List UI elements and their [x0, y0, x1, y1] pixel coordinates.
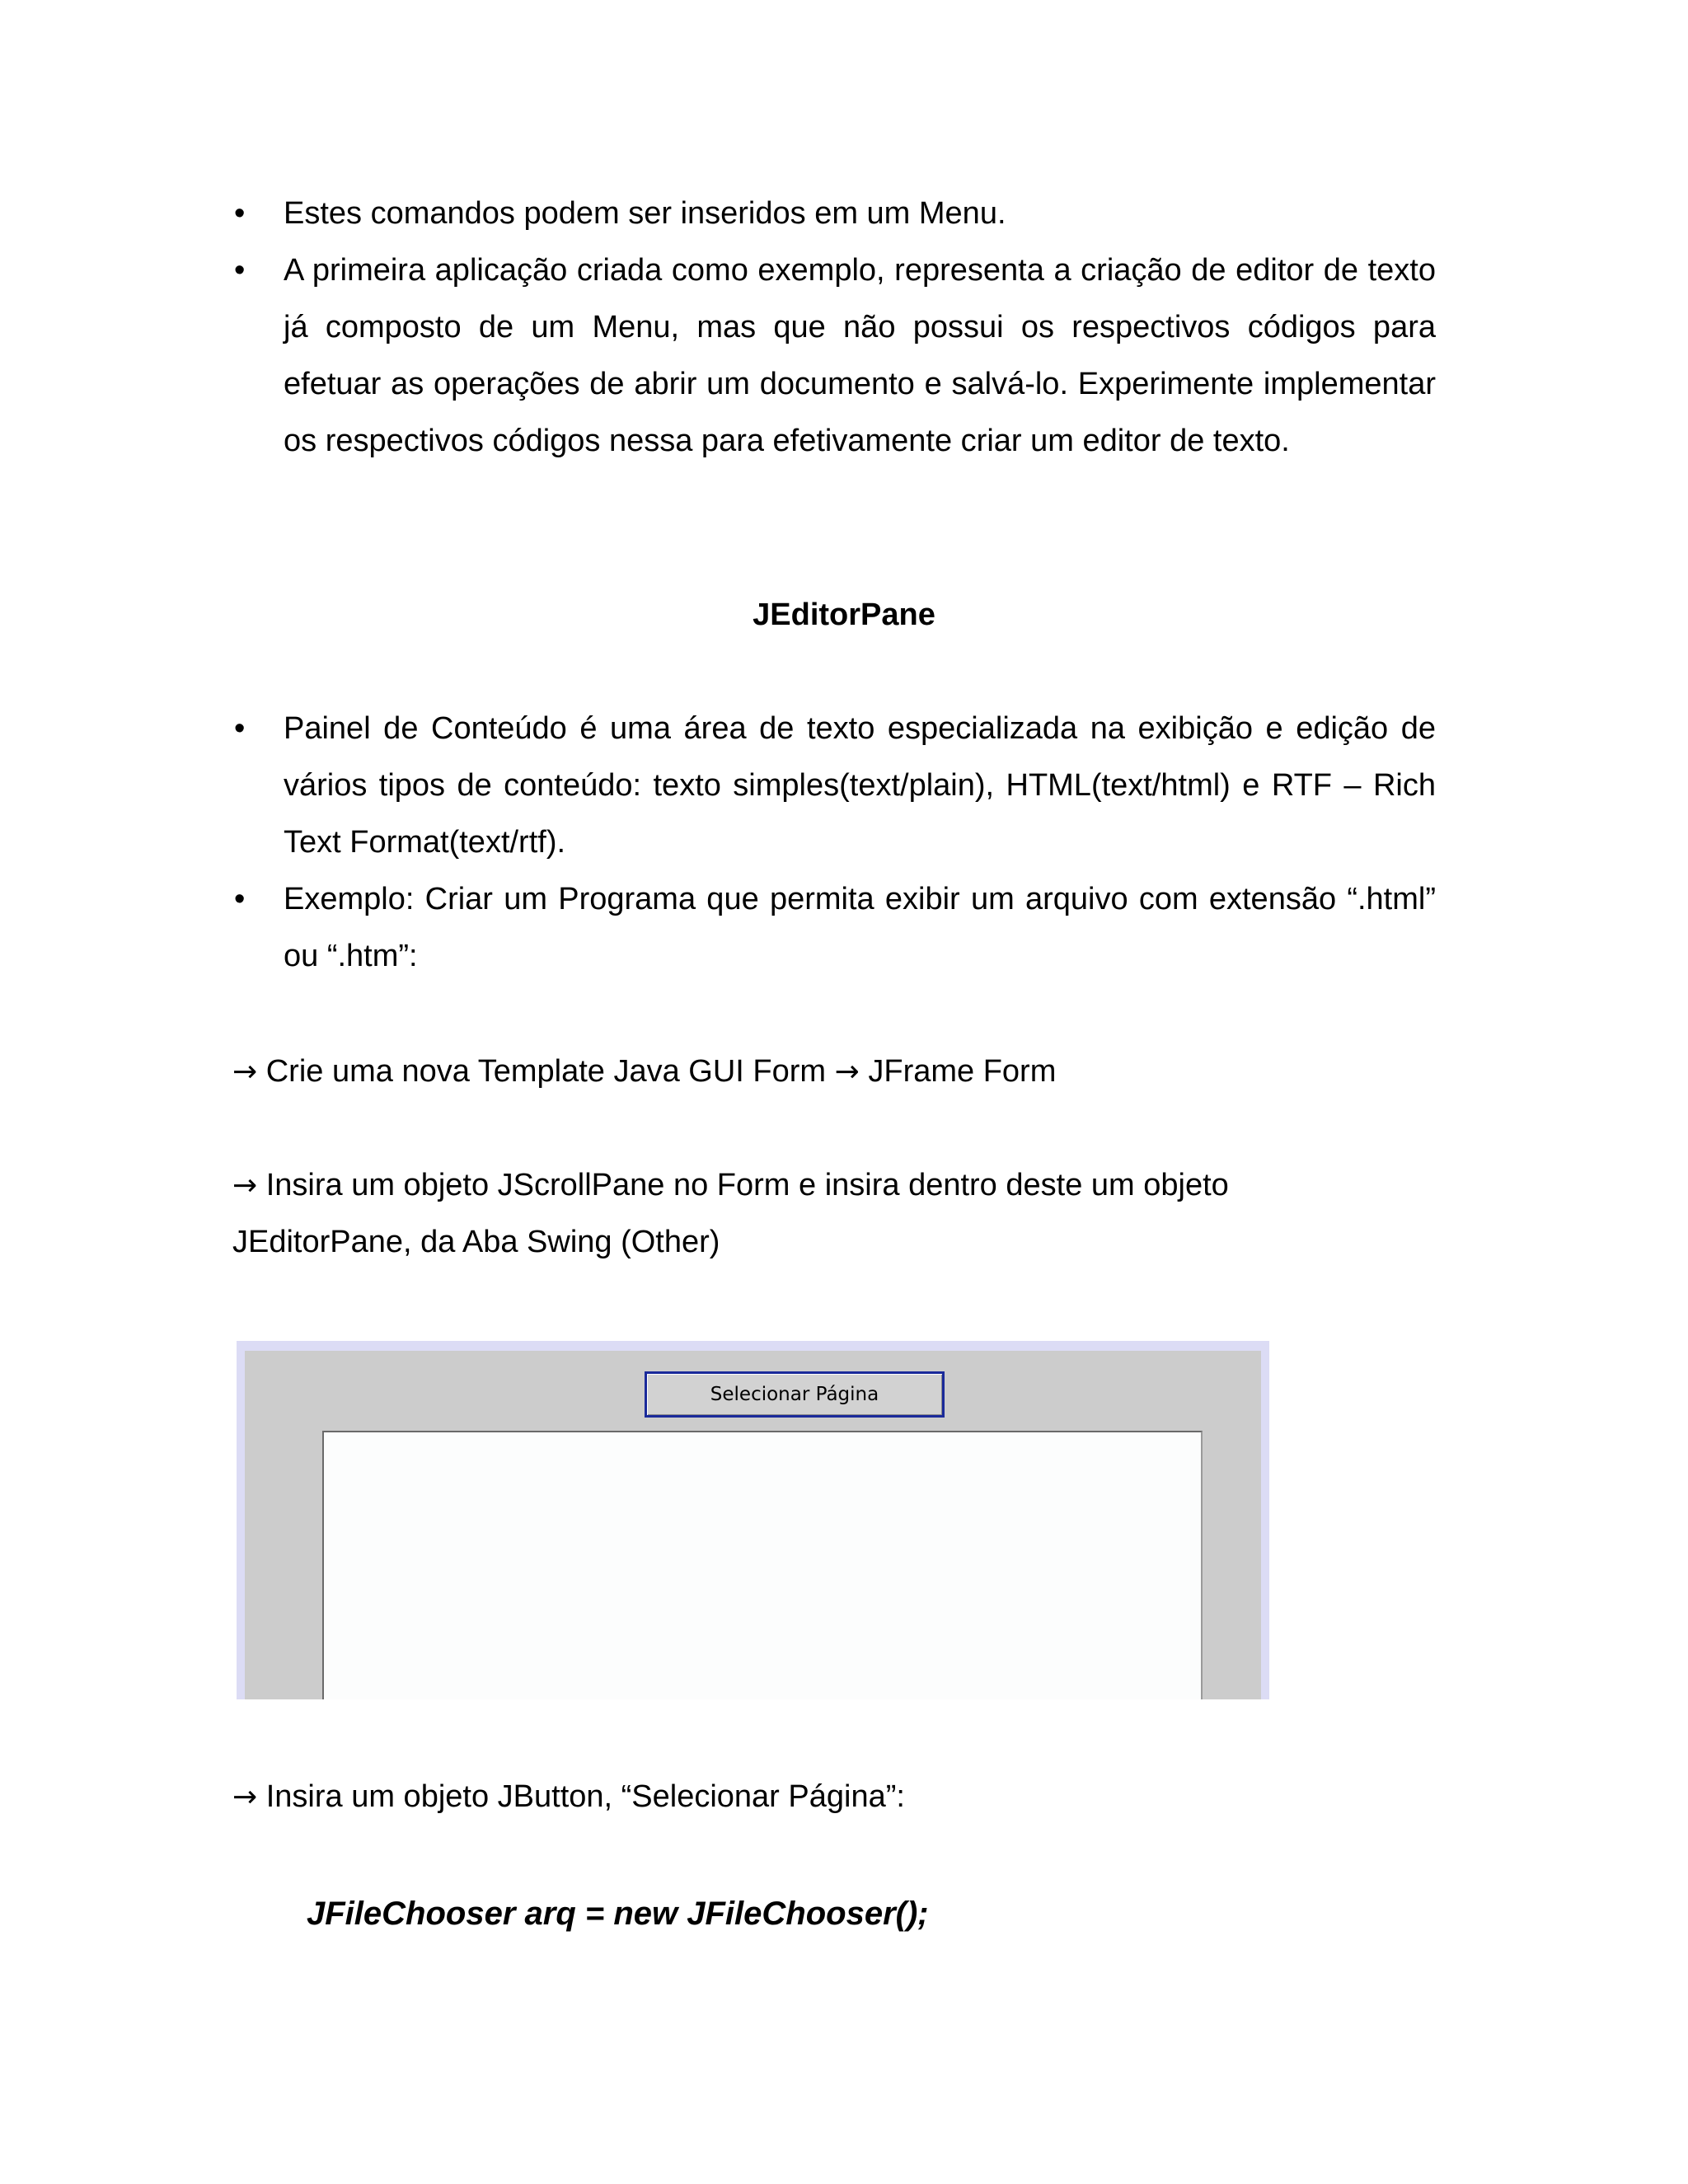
bullet-icon: • — [234, 253, 246, 288]
editor-pane-area[interactable] — [322, 1431, 1203, 1699]
list-item — [232, 871, 1436, 985]
bullet-icon: • — [234, 711, 246, 746]
list-item — [232, 701, 1436, 871]
arrow-icon: → — [834, 1055, 860, 1089]
intro-bullet-list — [232, 185, 1436, 470]
form-panel — [245, 1351, 1261, 1699]
step-insert-button — [232, 1769, 1436, 1825]
bullet-text: Estes comandos podem ser inseridos em um Menu. — [284, 196, 1006, 231]
list-item — [232, 185, 1436, 242]
step-insert-scrollpane — [232, 1157, 1320, 1271]
bullet-text: Painel de Conteúdo é uma área de texto especializada na exibição e edição de vários tipos de conteúdo: texto simples(text/plain), HTML(text/html) e RTF – Rich Text Format(text/rtf). — [284, 711, 1436, 860]
bullet-text: Exemplo: Criar um Programa que permita exibir um arquivo com extensão “.html” ou “.htm”: — [284, 882, 1436, 973]
arrow-icon: → — [232, 1055, 258, 1089]
section-bullet-list — [232, 701, 1436, 985]
bullet-icon: • — [234, 196, 246, 231]
step-create-template — [232, 1043, 1436, 1100]
step-text: Crie uma nova Template Java GUI Form — [265, 1054, 827, 1089]
select-page-button[interactable]: Selecionar Página — [645, 1371, 945, 1418]
arrow-icon: → — [232, 1780, 258, 1814]
step-text: Insira um objeto JButton, “Selecionar Página”: — [265, 1779, 905, 1814]
bullet-text: A primeira aplicação criada como exemplo, representa a criação de editor de texto já composto de um Menu, mas que não possui os respectivos códigos para efetuar as operações de abrir um documento e salvá-lo. Experimente implementar os respectivos códigos nessa para efetivamente criar um editor de texto. — [284, 253, 1436, 458]
arrow-icon: → — [232, 1169, 258, 1202]
code-snippet: JFileChooser arq = new JFileChooser(); — [307, 1896, 929, 1932]
step-text: JFrame Form — [868, 1054, 1057, 1089]
form-screenshot — [237, 1341, 1269, 1699]
step-text: Insira um objeto JScrollPane no Form e insira dentro deste um objeto JEditorPane, da Aba Swing (Other) — [232, 1168, 1229, 1259]
section-heading: JEditorPane — [753, 598, 935, 632]
bullet-icon: • — [234, 882, 246, 916]
list-item — [232, 242, 1436, 470]
